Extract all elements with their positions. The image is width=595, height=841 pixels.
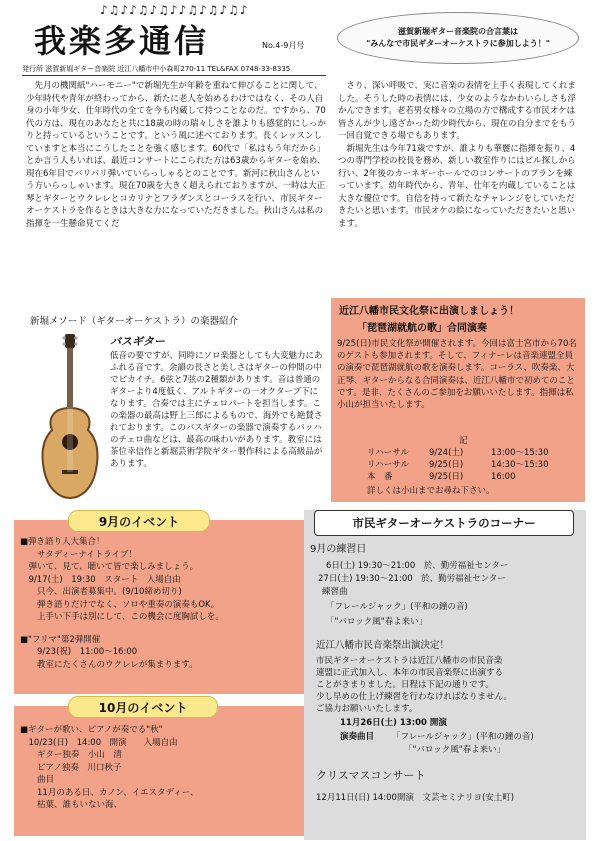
festival-piece: 「フレールジャック」(平和の鐘の音) <box>392 732 534 742</box>
festival-line: 少し早めの仕上げ練習を行わなければなりません。 <box>316 692 513 702</box>
issue-number: No.4-9月号 <box>262 41 305 50</box>
intro-column-1: 先月の機関紙"ハーモニー"で新堀先生が年齢を重ねて伸びることに関して、少年時代や青年が終わってから、新たに老人を始めるわけではなく、その人自身の小年少女、仕年時代の全てを今も内蔵して持つことなのだ。ですから、70代の方は、現在のあなたと共に18歳の時の瑞々しさを誰よりも感覚的にしっかりと持っているということです。という風に述べております。長くレッスンしていますと本当にこうしたことを強く感じます。60代で「私はもう年だから」とか言う人もいれば、最近コンサートにこられた方は63歳からギターを始め、現在6年目でバリバリ弾いていらっしゃるとのことです。新河に秋山さんという方いらっしゃいます。現在70歳を大きく超えられておりますが、一時は大正琴とギターとウクレレとコカリナとフラダンスとコーラスを行い、市民ギターオーケストラを作るときは大きな力になっていただきました。秋山さんは私の指揮を一生懸命見てくだ <box>26 81 326 229</box>
schedule-row: 本 番 9/25(日) 16:00 <box>367 472 516 482</box>
practice-line: 「フレールジャック」(平和の鐘の音) <box>326 602 468 612</box>
concert-contact: 詳しくは小山までお尋ね下さい。 <box>367 486 495 496</box>
september-events-pill: 9月のイベント <box>68 510 210 532</box>
orchestra-corner-header: 市民ギターオーケストラのコーナー <box>314 510 574 536</box>
festival-line: ご協力お願いいたします。 <box>316 704 418 714</box>
practice-title: 9月の練習日 <box>310 544 367 555</box>
guitar-icon <box>30 330 110 505</box>
orchestra-corner <box>304 510 586 840</box>
october-events-pill: 10月のイベント <box>68 696 218 718</box>
newsletter-title: 我楽多通信 <box>34 22 210 60</box>
instrument-name: バスギター <box>110 335 165 348</box>
festival-title: 近江八幡市民音楽祭出演決定！ <box>316 640 450 651</box>
festival-date: 11月26日(土) 13:00 開演 <box>340 718 447 728</box>
schedule-row: リハーサル 9/24(土) 13:00～15:30 <box>367 448 549 458</box>
motto-line-1: 滋賀新堀ギター音楽院の合言葉は <box>398 27 518 36</box>
festival-piece: 「"バロック風"春よ来い」 <box>404 745 506 755</box>
practice-line: 「"バロック風"春よ来い」 <box>326 617 428 627</box>
october-events-text: ■ギターが歌い、ピアノが奏でる"秋" 10/23(日) 14:00 開演 入場自由 ギター独奏 小山 清 ピアノ独奏 川口秋子 曲目 11月のある日、カノン、イエスタディー、 枯葉、誰もいない海、 <box>20 725 199 810</box>
concert-announcement <box>331 298 585 502</box>
practice-line: 練習曲 <box>322 587 348 597</box>
festival-line: ことがきまりました。日程は下記の通りです。 <box>316 680 494 690</box>
motto-callout <box>337 12 579 64</box>
concert-ki-label: 記 <box>459 436 468 446</box>
intro-column-2 <box>338 80 580 310</box>
concert-title: 近江八幡市民文化祭に出演しましょう！ <box>339 306 519 317</box>
concert-body: 9/25(日)市民文化祭が開催されます。今回は富士宮市から70名のゲストも参加されます。そして、フィナーレは音楽連盟全員の演奏で琵琶湖就航の歌を演奏します。コーラス、吹奏楽、大正琴、ギターからなる合同演奏は、近江八幡市で初めてのことです。是非、たくさんのご参加をお願いいたします。指揮は私小山が担当いたします。 <box>337 339 577 411</box>
festival-line: 連盟に正式加入し、本年の市民音楽祭に出演する <box>316 668 504 678</box>
october-events-box <box>14 701 304 836</box>
concert-schedule <box>367 447 549 483</box>
festival-line: 市民ギターオーケストラは近江八幡市の市民音楽 <box>316 656 503 666</box>
intro-paragraph-2: 新堀先生は今年71歳ですが、誰よりも華麗に指揮を振り、4つの専門学校の校長を務め、新しい教室作りにはビル探しから行い、2年後のカーネギーホールでのコンサートのプランを練っています。幼年時代から、青年、仕年を内蔵していることは大きな優位です。自信を持って新たなチャレンジをしていただきたいと思います。市民オケの絵になっていただきたいと思います。 <box>338 143 576 229</box>
festival-pieces-label: 演奏曲目 <box>340 732 375 742</box>
instrument-section-title: 新堀メソード（ギターオーケストラ）の楽器紹介 <box>30 316 239 327</box>
september-events-box <box>14 515 304 694</box>
motto-line-2: "みんなで市民ギターオーケストラに参加しよう！" <box>366 39 550 48</box>
intro-paragraph-1: さり、深い呼吸で、実に音楽の表情を上手く表現してくれました。そうした時の表情には、少女のようなかわいらしさも浮かんできます。老若男女様々の立場の方で構成する市民オケは皆さんが少し遠ざかった幼少時代から、現在の自分までをもう一回自覚できる場でもあります。 <box>338 81 577 141</box>
practice-line: 6日(土) 19:30～21:00 於、勤労福祉センター <box>326 561 509 571</box>
publisher-line: 発行所 滋賀新堀ギター音楽院 近江八幡市中小森町270-11 TEL&FAX 0748-33-8335 <box>22 64 326 76</box>
practice-line: 27日(土) 19:30～21:00 於、勤労福祉センター <box>318 574 506 584</box>
christmas-title: クリスマスコンサート <box>316 769 426 782</box>
schedule-row: リハーサル 9/25(日) 14:30～15:30 <box>367 460 549 470</box>
christmas-detail: 12月11日(日) 14:00開演 文芸セミナリヨ(安土町) <box>316 793 515 803</box>
music-notes-decoration: ♪♫♪♪♫♪♫♪♪♫♪♫♪♫♪ <box>100 3 249 17</box>
instrument-description: 低音の要ですが、同時にソロ楽器としても大変魅力にあふれる音です。余韻の長さと美しさはギターの仲間の中でピカイチ。6弦と7弦の2種類があります。音は普通のギターより4度低く、アルトギターの一オクターブ下になります。合奏では主にチェロパートを担当します。この楽器の最高は野上三郎によるもので、海外でも絶賛されております。このバスギターの楽器で演奏するバッハのチェロ曲などは、最高の味わいがあります。教室には茶位幸信作と新堀芸術学院ギター製作科による高級品があります。 <box>110 351 323 469</box>
september-events-text: ■弾き語り人大集合！ サタディーナイトライブ！ 弾いて、見て、聴いて皆で楽しみましょう。 9/17(土) 19:30 スタート 入場自由 只今、出演者募集中。(9/10締め切り) 弾き語りだけでなく、ソロや重奏の演奏もOK。 上手い下手は別にして、この機会に度胸試しを。 ■"フリマ"第2弾開催 9/23(祝) 11:00～16:00 教室にたくさんのウクレレが集まります。 <box>20 537 224 670</box>
concert-subtitle: 「琵琶湖就航の歌」合同演奏 <box>357 323 487 334</box>
